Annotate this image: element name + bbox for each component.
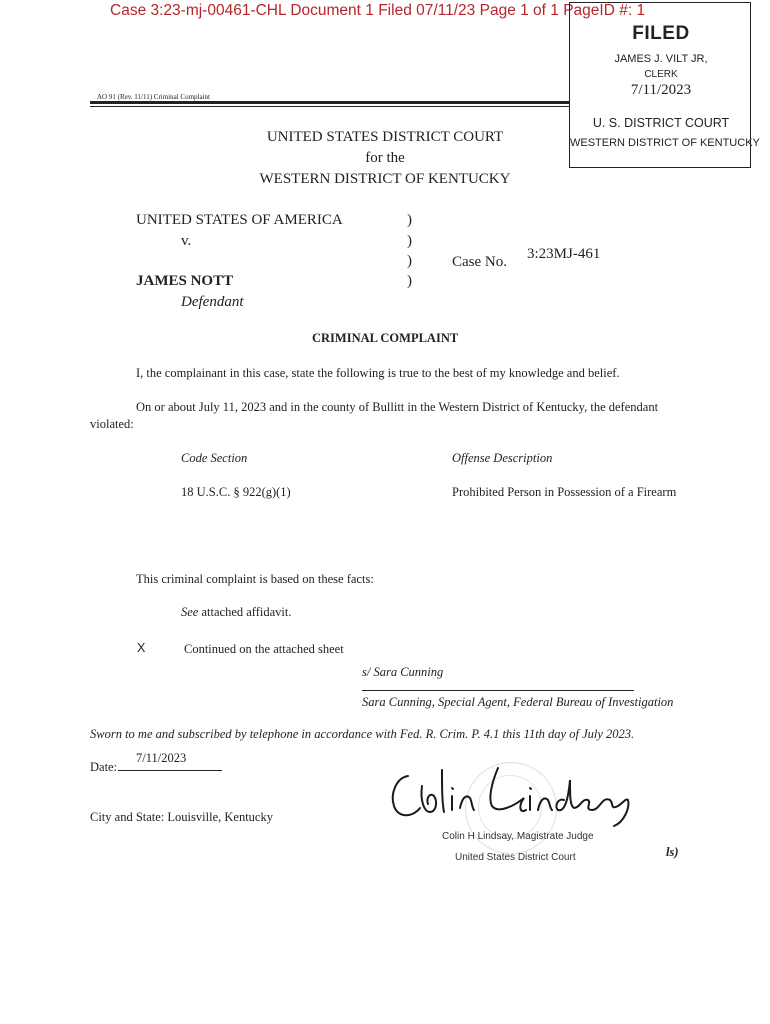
- violation-intro: On or about July 11, 2023 and in the county of Bullitt in the Western District of Kentucky, the defendant: [136, 400, 659, 414]
- header-rule: [90, 101, 569, 104]
- clerk-role: CLERK: [644, 69, 678, 80]
- court-district: WESTERN DISTRICT OF KENTUCKY: [259, 171, 511, 187]
- violation-cont: violated:: [90, 417, 134, 431]
- versus: v.: [181, 233, 192, 249]
- complainant-signature-line: [362, 690, 634, 691]
- date-label: Date:: [90, 760, 118, 774]
- filed-stamp-box: [569, 2, 760, 168]
- date-line: [118, 770, 222, 771]
- filed-date: 7/11/2023: [630, 82, 692, 98]
- city-state: City and State: Louisville, Kentucky: [90, 810, 273, 824]
- header-rule-thin: [90, 106, 569, 107]
- sworn-statement: Sworn to me and subscribed by telephone in accordance with Fed. R. Crim. P. 4.1 this 11th day of July 2023.: [90, 727, 635, 741]
- defendant-label: Defendant: [181, 294, 244, 310]
- see-word: See: [181, 605, 199, 619]
- plaintiff-name: UNITED STATES OF AMERICA: [136, 212, 343, 228]
- code-section: 18 U.S.C. § 922(g)(1): [181, 485, 291, 499]
- judge-initials: ls): [666, 845, 679, 859]
- court-for: for the: [365, 150, 405, 166]
- date-value: 7/11/2023: [136, 751, 187, 765]
- caption-paren: ): [407, 233, 412, 249]
- continued-checkbox-mark: X: [137, 641, 146, 655]
- judge-court: United States District Court: [455, 852, 576, 863]
- see-affidavit: [181, 605, 292, 620]
- complainant-signature: s/ Sara Cunning: [362, 665, 444, 679]
- complainant-name-title: Sara Cunning, Special Agent, Federal Bureau of Investigation: [362, 695, 674, 709]
- judge-name-title: Colin H Lindsay, Magistrate Judge: [442, 831, 594, 842]
- offense-description: Prohibited Person in Possession of a Firearm: [452, 485, 677, 499]
- filed-district: WESTERN DISTRICT OF KENTUCKY: [570, 137, 760, 149]
- offense-header: Offense Description: [452, 451, 553, 465]
- continued-text: Continued on the attached sheet: [184, 642, 344, 656]
- case-no-label: Case No.: [452, 254, 507, 270]
- code-section-header: Code Section: [181, 451, 248, 465]
- complaint-title: CRIMINAL COMPLAINT: [312, 331, 459, 345]
- filed-court: U. S. DISTRICT COURT: [592, 116, 730, 130]
- caption-paren: ): [407, 212, 412, 228]
- complaint-statement: I, the complainant in this case, state the following is true to the best of my knowledge and belief.: [136, 366, 620, 380]
- see-rest: attached affidavit.: [201, 605, 292, 619]
- judge-signature: [388, 762, 640, 832]
- court-name: UNITED STATES DISTRICT COURT: [266, 129, 504, 145]
- clerk-name: JAMES J. VILT JR,: [614, 53, 708, 65]
- case-number: 3:23MJ-461: [527, 246, 601, 262]
- form-id: AO 91 (Rev. 11/11) Criminal Complaint: [97, 93, 210, 101]
- facts-intro: This criminal complaint is based on these facts:: [136, 572, 374, 586]
- defendant-name: JAMES NOTT: [136, 273, 234, 289]
- caption-paren: ): [407, 273, 412, 289]
- filed-stamp-title: FILED: [632, 23, 690, 44]
- caption-paren: ): [407, 253, 412, 269]
- filing-header-stamp: Case 3:23-mj-00461-CHL Document 1 Filed 07/11/23 Page 1 of 1 PageID #: 1: [110, 2, 646, 19]
